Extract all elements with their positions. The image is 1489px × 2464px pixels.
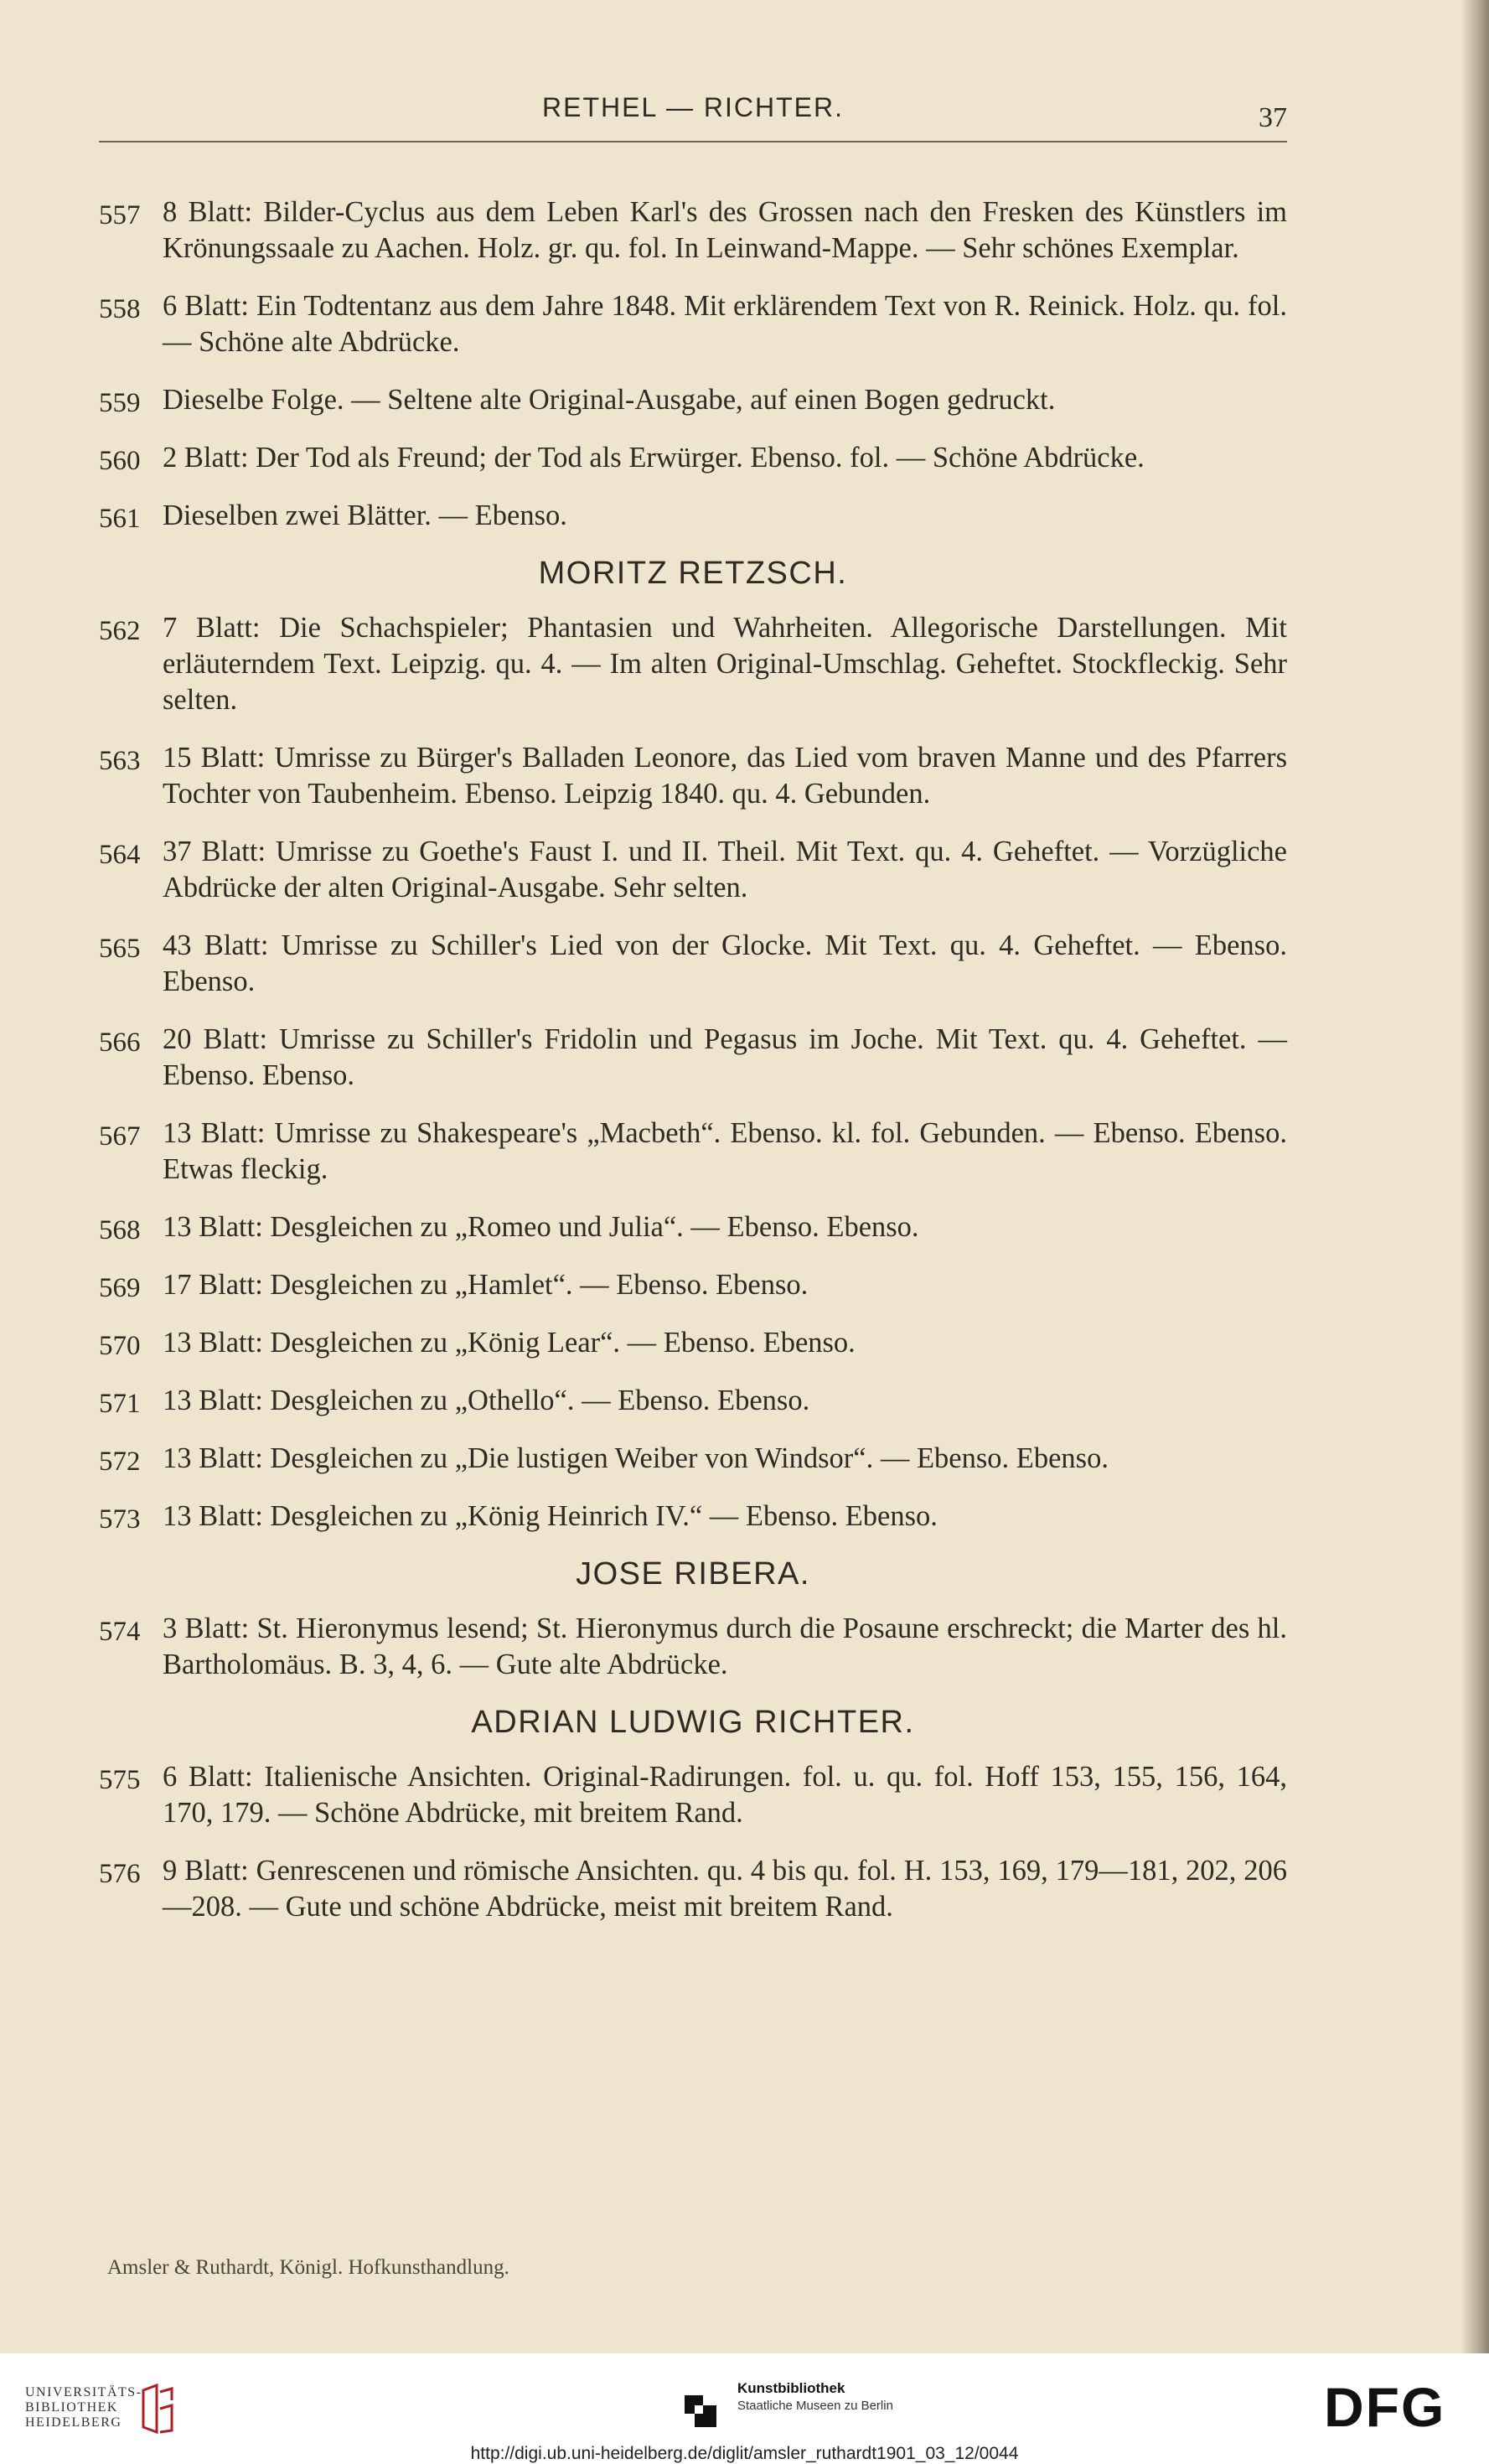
permalink-url[interactable]: http://digi.ub.uni-heidelberg.de/diglit/amsler_ruthardt1901_03_12/0044 xyxy=(470,2444,1019,2463)
lot-number: 571 xyxy=(99,1389,141,1419)
lot-number: 573 xyxy=(99,1504,141,1535)
catalog-entry xyxy=(99,1441,1287,1477)
lot-description: 7 Blatt: Die Schachspieler; Phantasien und Wahrheiten. Allegorische Darstellungen. Mit erläuterndem Text. Leipzig. qu. 4. — Im alten Original-Umschlag. Geheftet. Stockfleckig. Sehr selten. xyxy=(163,612,1287,716)
lot-number: 558 xyxy=(99,294,141,324)
section-heading-ribera: JOSE RIBERA. xyxy=(576,1556,810,1592)
catalog-entry xyxy=(99,1499,1287,1535)
catalog-entry xyxy=(99,1325,1287,1361)
kunstbibliothek-logo-icon[interactable] xyxy=(683,2394,718,2429)
kunstbibliothek-subtitle: Staatliche Museen zu Berlin xyxy=(737,2399,893,2413)
section-heading-richter: ADRIAN LUDWIG RICHTER. xyxy=(471,1705,915,1740)
lot-description: 13 Blatt: Desgleichen zu „Othello“. — Ebenso. Ebenso. xyxy=(163,1385,810,1416)
running-head-title: RETHEL — RICHTER. xyxy=(542,92,844,122)
catalog-entry xyxy=(99,194,1287,267)
publisher-imprint: Amsler & Ruthardt, Königl. Hofkunsthandlung. xyxy=(107,2256,509,2279)
lot-number: 565 xyxy=(99,934,141,964)
catalog-entry xyxy=(99,1209,1287,1245)
lot-description: 13 Blatt: Umrisse zu Shakespeare's „Macbeth“. Ebenso. kl. fol. Gebunden. — Ebenso. Ebenso. Etwas fleckig. xyxy=(163,1117,1287,1185)
lot-number: 569 xyxy=(99,1273,141,1303)
catalog-entry xyxy=(99,1383,1287,1419)
lot-description: 13 Blatt: Desgleichen zu „Die lustigen Weiber von Windsor“. — Ebenso. Ebenso. xyxy=(163,1442,1109,1474)
catalog-entry xyxy=(99,498,1287,534)
running-header xyxy=(99,91,1287,142)
catalog-page xyxy=(99,91,1287,1947)
lot-number: 564 xyxy=(99,840,141,870)
lot-number: 570 xyxy=(99,1331,141,1361)
lot-number: 576 xyxy=(99,1859,141,1889)
kunstbibliothek-name: Kunstbibliothek xyxy=(737,2380,845,2396)
lot-description: Dieselbe Folge. — Seltene alte Original-Ausgabe, auf einen Bogen gedruckt. xyxy=(163,384,1056,416)
catalog-entry xyxy=(99,1759,1287,1831)
catalog-entry xyxy=(99,610,1287,718)
lot-description: Dieselben zwei Blätter. — Ebenso. xyxy=(163,500,567,531)
lot-number: 567 xyxy=(99,1121,141,1152)
lot-description: 13 Blatt: Desgleichen zu „Romeo und Julia“. — Ebenso. Ebenso. xyxy=(163,1211,919,1243)
digitization-bar xyxy=(0,2353,1489,2463)
lot-number: 575 xyxy=(99,1765,141,1795)
lot-number: 561 xyxy=(99,504,141,534)
lot-description: 9 Blatt: Genrescenen und römische Ansichten. qu. 4 bis qu. fol. H. 153, 169, 179—181, 202, 206—208. — Gute und schöne Abdrücke, meist mit breitem Rand. xyxy=(163,1855,1287,1923)
catalog-entry xyxy=(99,740,1287,812)
catalog-entry xyxy=(99,834,1287,906)
lot-number: 563 xyxy=(99,746,141,776)
lot-description: 2 Blatt: Der Tod als Freund; der Tod als Erwürger. Ebenso. fol. — Schöne Abdrücke. xyxy=(163,442,1145,474)
lot-number: 572 xyxy=(99,1447,141,1477)
lot-description: 20 Blatt: Umrisse zu Schiller's Fridolin und Pegasus im Joche. Mit Text. qu. 4. Geheftet. — Ebenso. Ebenso. xyxy=(163,1023,1287,1091)
lot-number: 574 xyxy=(99,1617,141,1647)
lot-description: 13 Blatt: Desgleichen zu „König Lear“. — Ebenso. Ebenso. xyxy=(163,1327,856,1359)
lot-number: 560 xyxy=(99,446,141,476)
university-library-name: UNIVERSITÄTS- BIBLIOTHEK HEIDELBERG xyxy=(25,2385,142,2430)
lot-number: 559 xyxy=(99,388,141,418)
dfg-logo[interactable]: DFG xyxy=(1324,2376,1446,2438)
section-heading-retzsch: MORITZ RETZSCH. xyxy=(538,556,848,591)
catalog-entry xyxy=(99,1853,1287,1925)
lot-number: 568 xyxy=(99,1215,141,1245)
page-number: 37 xyxy=(1259,102,1287,133)
lot-description: 37 Blatt: Umrisse zu Goethe's Faust I. und II. Theil. Mit Text. qu. 4. Geheftet. — Vorzügliche Abdrücke der alten Original-Ausgabe. Sehr selten. xyxy=(163,836,1287,903)
lot-description: 17 Blatt: Desgleichen zu „Hamlet“. — Ebenso. Ebenso. xyxy=(163,1269,809,1301)
lot-description: 43 Blatt: Umrisse zu Schiller's Lied von der Glocke. Mit Text. qu. 4. Geheftet. — Ebenso. Ebenso. xyxy=(163,929,1287,997)
catalog-entry xyxy=(99,1116,1287,1188)
lot-description: 6 Blatt: Italienische Ansichten. Original-Radirungen. fol. u. qu. fol. Hoff 153, 155, 156, 164, 170, 179. — Schöne Abdrücke, mit breitem Rand. xyxy=(163,1761,1287,1829)
catalog-body xyxy=(99,142,1287,1925)
catalog-entry xyxy=(99,382,1287,418)
lot-description: 6 Blatt: Ein Todtentanz aus dem Jahre 1848. Mit erklärendem Text von R. Reinick. Holz. qu. fol. — Schöne alte Abdrücke. xyxy=(163,290,1287,358)
lot-description: 3 Blatt: St. Hieronymus lesend; St. Hieronymus durch die Posaune erschreckt; die Marter des hl. Bartholomäus. B. 3, 4, 6. — Gute alte Abdrücke. xyxy=(163,1612,1287,1680)
lot-description: 15 Blatt: Umrisse zu Bürger's Balladen Leonore, das Lied vom braven Manne und des Pfarrers Tochter von Taubenheim. Ebenso. Leipzig 1840. qu. 4. Gebunden. xyxy=(163,742,1287,810)
catalog-entry xyxy=(99,1611,1287,1683)
lot-number: 566 xyxy=(99,1028,141,1058)
lot-description: 13 Blatt: Desgleichen zu „König Heinrich IV.“ — Ebenso. Ebenso. xyxy=(163,1500,938,1532)
lot-number: 562 xyxy=(99,616,141,646)
catalog-entry xyxy=(99,288,1287,360)
lot-number: 557 xyxy=(99,200,141,230)
catalog-entry xyxy=(99,1267,1287,1303)
heidelberg-logo-icon[interactable] xyxy=(138,2384,177,2436)
lot-description: 8 Blatt: Bilder-Cyclus aus dem Leben Karl's des Grossen nach den Fresken des Künstlers im Krönungssaale zu Aachen. Holz. gr. qu. fol. In Leinwand-Mappe. — Sehr schönes Exemplar. xyxy=(163,196,1287,264)
catalog-entry xyxy=(99,440,1287,476)
catalog-entry xyxy=(99,1022,1287,1094)
catalog-entry xyxy=(99,928,1287,1000)
